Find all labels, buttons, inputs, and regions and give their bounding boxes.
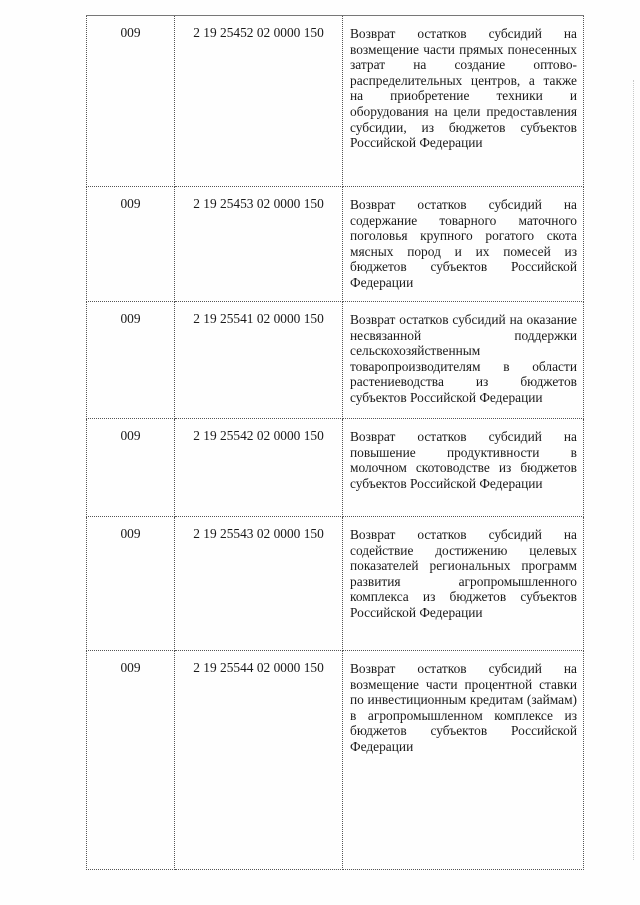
admin-code-cell: 009 [87, 302, 175, 419]
kbk-code-cell: 2 19 25452 02 0000 150 [175, 16, 343, 187]
table-row [87, 517, 584, 651]
revenue-name-text: Возврат остатков субсидий на оказание несвязанной поддержки сельскохозяйственным товаропроизводителям в области растениеводства из бюджетов субъектов Российской Федерации [350, 312, 577, 405]
admin-code-cell: 009 [87, 651, 175, 870]
revenue-name-cell [343, 651, 584, 870]
revenue-name-text: Возврат остатков субсидий на повышение продуктивности в молочном скотоводстве из бюджетов субъектов Российской Федерации [350, 429, 577, 491]
kbk-code-cell: 2 19 25543 02 0000 150 [175, 517, 343, 651]
revenue-name-cell [343, 517, 584, 651]
revenue-name-text: Возврат остатков субсидий на возмещение части прямых понесенных затрат на создание оптово-распределительных центров, а также на приобретение техники и оборудования на цели предоставления субсидии, из бюджетов субъектов Российской Федерации [350, 26, 577, 151]
revenue-name-cell [343, 419, 584, 517]
kbk-code-cell: 2 19 25541 02 0000 150 [175, 302, 343, 419]
table-row [87, 187, 584, 302]
admin-code-cell: 009 [87, 187, 175, 302]
kbk-code-cell: 2 19 25542 02 0000 150 [175, 419, 343, 517]
revenue-name-cell [343, 187, 584, 302]
revenue-name-text: Возврат остатков субсидий на содействие достижению целевых показателей региональных программ развития агропромышленного комплекса из бюджетов субъектов Российской Федерации [350, 527, 577, 620]
kbk-code-cell: 2 19 25453 02 0000 150 [175, 187, 343, 302]
scan-edge-artifact [632, 80, 634, 860]
admin-code-cell: 009 [87, 16, 175, 187]
revenue-name-cell [343, 16, 584, 187]
table-row [87, 16, 584, 187]
admin-code-cell: 009 [87, 517, 175, 651]
admin-code-cell: 009 [87, 419, 175, 517]
table-row [87, 651, 584, 870]
budget-codes-table [86, 15, 584, 870]
table-row [87, 419, 584, 517]
revenue-name-text: Возврат остатков субсидий на содержание товарного маточного поголовья крупного рогатого скота мясных пород и их помесей из бюджетов субъектов Российской Федерации [350, 197, 577, 290]
revenue-name-cell [343, 302, 584, 419]
revenue-name-text: Возврат остатков субсидий на возмещение части процентной ставки по инвестиционным кредитам (займам) в агропромышленном комплексе из бюджетов субъектов Российской Федерации [350, 661, 577, 754]
table-row [87, 302, 584, 419]
kbk-code-cell: 2 19 25544 02 0000 150 [175, 651, 343, 870]
